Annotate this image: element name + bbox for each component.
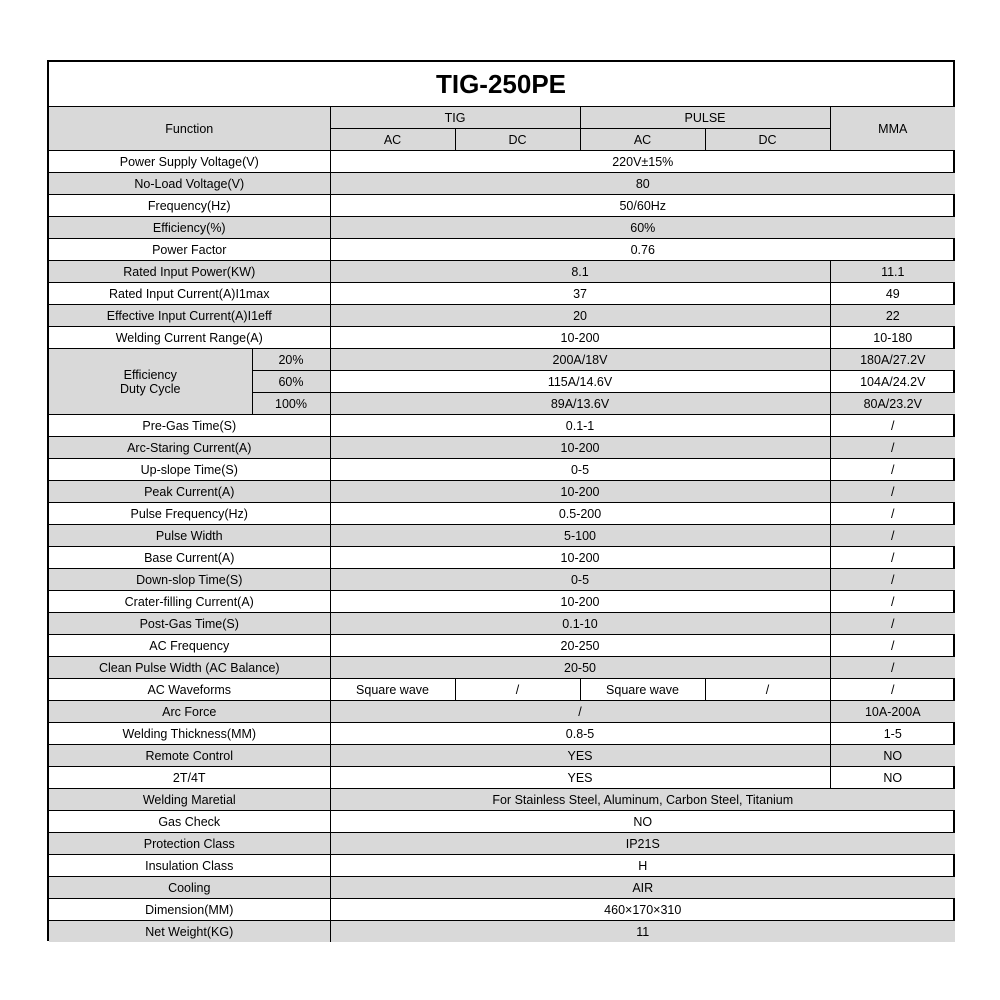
row-value: IP21S — [330, 833, 955, 855]
row-value-mma: NO — [830, 767, 955, 789]
row-label: Power Factor — [49, 239, 330, 261]
table-row — [49, 635, 955, 657]
header-tig-ac: AC — [330, 129, 455, 151]
row-label: Welding Maretial — [49, 789, 330, 811]
row-label: Crater-filling Current(A) — [49, 591, 330, 613]
row-value-tig: 10-200 — [330, 547, 830, 569]
table-row — [49, 657, 955, 679]
row-value-tig: 0-5 — [330, 569, 830, 591]
table-row — [49, 811, 955, 833]
row-label: No-Load Voltage(V) — [49, 173, 330, 195]
row-value-mma: 10A-200A — [830, 701, 955, 723]
table-row — [49, 613, 955, 635]
row-value-tig: 0.1-10 — [330, 613, 830, 635]
row-value: 50/60Hz — [330, 195, 955, 217]
row-label: Efficiency(%) — [49, 217, 330, 239]
row-label: Post-Gas Time(S) — [49, 613, 330, 635]
row-label: Pre-Gas Time(S) — [49, 415, 330, 437]
row-label: AC Frequency — [49, 635, 330, 657]
table-row — [49, 239, 955, 261]
row-value-mma: 180A/27.2V — [830, 349, 955, 371]
row-value-mma: / — [830, 547, 955, 569]
row-value: NO — [330, 811, 955, 833]
row-value-mma: / — [830, 437, 955, 459]
row-value-mma: 10-180 — [830, 327, 955, 349]
table-row — [49, 569, 955, 591]
table-row — [49, 349, 955, 371]
row-value: 60% — [330, 217, 955, 239]
table-row — [49, 503, 955, 525]
row-value-mma: / — [830, 657, 955, 679]
table-row — [49, 327, 955, 349]
page-title: TIG-250PE — [49, 62, 953, 107]
row-label: Power Supply Voltage(V) — [49, 151, 330, 173]
row-value-mma: / — [830, 459, 955, 481]
table-row — [49, 877, 955, 899]
header-tig: TIG — [330, 107, 580, 129]
row-value-mma: / — [830, 591, 955, 613]
row-value-mma: / — [830, 525, 955, 547]
table-row — [49, 481, 955, 503]
duty-cycle-label-line1: Efficiency — [123, 367, 177, 382]
row-value-tig: 89A/13.6V — [330, 393, 830, 415]
row-label: Insulation Class — [49, 855, 330, 877]
row-label: Pulse Frequency(Hz) — [49, 503, 330, 525]
row-label: 2T/4T — [49, 767, 330, 789]
table-row — [49, 833, 955, 855]
row-value-mma: / — [830, 613, 955, 635]
row-value-mma: / — [830, 415, 955, 437]
row-value-mma: 1-5 — [830, 723, 955, 745]
table-row — [49, 591, 955, 613]
row-value: For Stainless Steel, Aluminum, Carbon Steel, Titanium — [330, 789, 955, 811]
header-tig-dc: DC — [455, 129, 580, 151]
table-row — [49, 525, 955, 547]
table-row — [49, 547, 955, 569]
row-value-tig: 10-200 — [330, 591, 830, 613]
table-row — [49, 217, 955, 239]
row-value-tig-ac: Square wave — [330, 679, 455, 701]
duty-cycle-label — [49, 349, 252, 415]
row-value: AIR — [330, 877, 955, 899]
row-label: Peak Current(A) — [49, 481, 330, 503]
table-row — [49, 305, 955, 327]
duty-cycle-label-line2: Duty Cycle — [120, 381, 181, 396]
spec-sheet — [47, 60, 955, 941]
table-row — [49, 261, 955, 283]
row-label: Remote Control — [49, 745, 330, 767]
row-value-mma: / — [830, 503, 955, 525]
row-label: Welding Current Range(A) — [49, 327, 330, 349]
row-value: 80 — [330, 173, 955, 195]
table-row — [49, 789, 955, 811]
table-row — [49, 723, 955, 745]
row-value-tig: 0.8-5 — [330, 723, 830, 745]
table-row — [49, 921, 955, 943]
row-label: Rated Input Power(KW) — [49, 261, 330, 283]
row-label: Frequency(Hz) — [49, 195, 330, 217]
row-value-mma: / — [830, 679, 955, 701]
row-value-mma: 80A/23.2V — [830, 393, 955, 415]
table-row — [49, 415, 955, 437]
row-value-tig: 8.1 — [330, 261, 830, 283]
row-value-tig: 10-200 — [330, 481, 830, 503]
header-pulse-dc: DC — [705, 129, 830, 151]
row-value-tig: 0-5 — [330, 459, 830, 481]
table-row — [49, 899, 955, 921]
row-value-mma: 49 — [830, 283, 955, 305]
row-label: AC Waveforms — [49, 679, 330, 701]
header-pulse: PULSE — [580, 107, 830, 129]
row-value-tig: 200A/18V — [330, 349, 830, 371]
header-function: Function — [49, 107, 330, 151]
row-value-mma: 11.1 — [830, 261, 955, 283]
row-value-tig: YES — [330, 767, 830, 789]
table-row — [49, 745, 955, 767]
table-row — [49, 283, 955, 305]
row-label: Welding Thickness(MM) — [49, 723, 330, 745]
duty-cycle-pct: 60% — [252, 371, 330, 393]
row-value-tig: / — [330, 701, 830, 723]
header-row-1 — [49, 107, 955, 129]
row-value-tig: 20-50 — [330, 657, 830, 679]
row-value-tig: 0.5-200 — [330, 503, 830, 525]
table-row — [49, 195, 955, 217]
row-label: Dimension(MM) — [49, 899, 330, 921]
table-row — [49, 173, 955, 195]
row-value-mma: / — [830, 635, 955, 657]
row-value-mma: 22 — [830, 305, 955, 327]
duty-cycle-pct: 20% — [252, 349, 330, 371]
table-row — [49, 151, 955, 173]
row-value-tig: 20 — [330, 305, 830, 327]
row-value-tig: 10-200 — [330, 437, 830, 459]
row-label: Pulse Width — [49, 525, 330, 547]
row-value: H — [330, 855, 955, 877]
row-label: Cooling — [49, 877, 330, 899]
row-label: Gas Check — [49, 811, 330, 833]
row-value: 0.76 — [330, 239, 955, 261]
row-value-pulse-dc: / — [705, 679, 830, 701]
row-label: Up-slope Time(S) — [49, 459, 330, 481]
table-row — [49, 679, 955, 701]
row-label: Clean Pulse Width (AC Balance) — [49, 657, 330, 679]
row-value-mma: / — [830, 481, 955, 503]
row-value-tig-dc: / — [455, 679, 580, 701]
row-label: Rated Input Current(A)I1max — [49, 283, 330, 305]
row-value-tig: 5-100 — [330, 525, 830, 547]
duty-cycle-pct: 100% — [252, 393, 330, 415]
spec-table — [49, 107, 955, 942]
row-value-tig: 20-250 — [330, 635, 830, 657]
row-value-mma: / — [830, 569, 955, 591]
row-label: Base Current(A) — [49, 547, 330, 569]
table-row — [49, 437, 955, 459]
row-value-pulse-ac: Square wave — [580, 679, 705, 701]
row-value-tig: 0.1-1 — [330, 415, 830, 437]
row-label: Net Weight(KG) — [49, 921, 330, 943]
row-value-tig: 115A/14.6V — [330, 371, 830, 393]
row-label: Arc-Staring Current(A) — [49, 437, 330, 459]
row-label: Effective Input Current(A)I1eff — [49, 305, 330, 327]
row-label: Down-slop Time(S) — [49, 569, 330, 591]
row-value: 220V±15% — [330, 151, 955, 173]
row-value-mma: 104A/24.2V — [830, 371, 955, 393]
table-row — [49, 701, 955, 723]
row-value-mma: NO — [830, 745, 955, 767]
row-value: 460×170×310 — [330, 899, 955, 921]
row-value-tig: 10-200 — [330, 327, 830, 349]
table-row — [49, 855, 955, 877]
row-value-tig: YES — [330, 745, 830, 767]
table-row — [49, 459, 955, 481]
row-value-tig: 37 — [330, 283, 830, 305]
row-value: 11 — [330, 921, 955, 943]
header-mma: MMA — [830, 107, 955, 151]
table-row — [49, 767, 955, 789]
row-label: Arc Force — [49, 701, 330, 723]
row-label: Protection Class — [49, 833, 330, 855]
header-pulse-ac: AC — [580, 129, 705, 151]
